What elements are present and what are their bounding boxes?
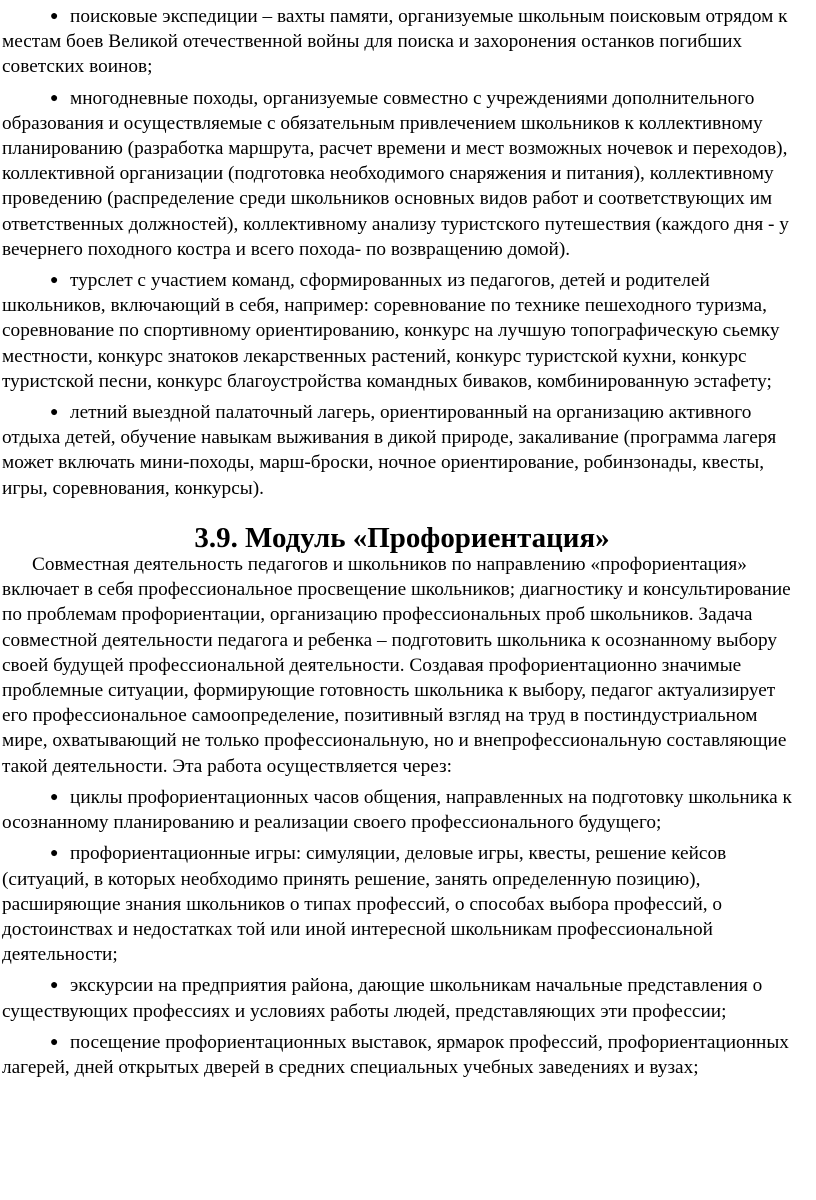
list-item [2, 4, 802, 80]
list-item-text: летний выездной палаточный лагерь, ориентированный на организацию активного отдыха детей, обучение навыкам выживания в дикой природе, закаливание (программа лагеря может включать мини-походы, марш-броски, ночное ориентирование, робинзонады, квесты, игры, соревнования, конкурсы). [2, 402, 777, 499]
list-item-text: посещение профориентационных выставок, ярмарок профессий, профориентационных лагерей, дней открытых дверей в средних специальных учебных заведениях и вузах; [2, 1031, 789, 1078]
list-item-text: циклы профориентационных часов общения, направленных на подготовку школьника к осознанному планированию и реализации своего профессионального будущего; [2, 786, 792, 834]
list-item [2, 973, 802, 1023]
list-item [2, 785, 802, 835]
bullet-icon: ● [50, 978, 59, 994]
list-item [2, 400, 802, 501]
activities-list [2, 4, 802, 501]
list-item-text: турслет с участием команд, сформированных из педагогов, детей и родителей школьников, включающий в себя, например: соревнование по технике пешеходного туризма, соревнование по спортивному ориентированию, конкурс на лучшую топографическую сьемку местности, конкурс знатоков лекарственных растений, конкурс туристской кухни, конкурс туристской песни, конкурс благоустройства командных биваков, комбинированную эстафету; [2, 270, 780, 392]
list-item [2, 1030, 802, 1080]
list-item-text: многодневные походы, организуемые совместно с учреждениями дополнительного образования и осуществляемые с обязательным привлечением школьников к коллективному планированию (разработка маршрута, расчет времени и мест возможных ночевок и переходов), коллективной организации (подготовка необходимого снаряжения и питания), коллективному проведению (распределение среди школьников основных видов работ и соответствующих им ответственных должностей), коллективному анализу туристского путешествия (каждого дня - у вечернего походного костра и всего похода- по возвращению домой). [2, 87, 789, 260]
bullet-icon: ● [50, 1034, 59, 1050]
career-guidance-list [2, 785, 802, 1080]
bullet-icon: ● [50, 9, 59, 24]
list-item [2, 86, 802, 262]
bullet-icon: ● [50, 405, 59, 421]
section-heading: 3.9. Модуль «Профориентация» [194, 521, 610, 554]
bullet-icon: ● [50, 789, 59, 805]
bullet-icon: ● [50, 846, 59, 862]
list-item [2, 841, 802, 967]
list-item-text: поисковые экспедиции – вахты памяти, организуемые школьным поисковым отрядом к местам боев Великой отечественной войны для поиска и захоронения останков погибших советских воинов; [2, 6, 788, 78]
list-item-text: экскурсии на предприятия района, дающие школьникам начальные представления о существующих профессиях и условиях работы людей, представляющих эти профессии; [2, 975, 763, 1022]
list-item-text: профориентационные игры: симуляции, деловые игры, квесты, решение кейсов (ситуаций, в которых необходимо принять решение, занять определенную позицию), расширяющие знания школьников о типах профессий, о способах выбора профессий, о достоинствах и недостатках той или иной интересной школьникам профессиональной деятельности; [2, 843, 727, 966]
bullet-icon: ● [50, 273, 59, 289]
bullet-icon: ● [50, 90, 59, 106]
section-intro-paragraph: Совместная деятельность педагогов и школьников по направлению «профориентация» включает в себя профессиональное просвещение школьников; диагностику и консультирование по проблемам профориентации, организацию профессиональных проб школьников. Задача совместной деятельности педагога и ребенка – подготовить школьника к осознанному выбору своей будущей профессиональной деятельности. Создавая профориентационно значимые проблемные ситуации, формирующие готовность школьника к выбору, педагог актуализирует его профессиональное самоопределение, позитивный взгляд на труд в постиндустриальном мире, охватывающий не только профессиональную, но и внепрофессиональную составляющие такой деятельности. Эта работа осуществляется через: [2, 554, 791, 777]
list-item [2, 268, 802, 394]
